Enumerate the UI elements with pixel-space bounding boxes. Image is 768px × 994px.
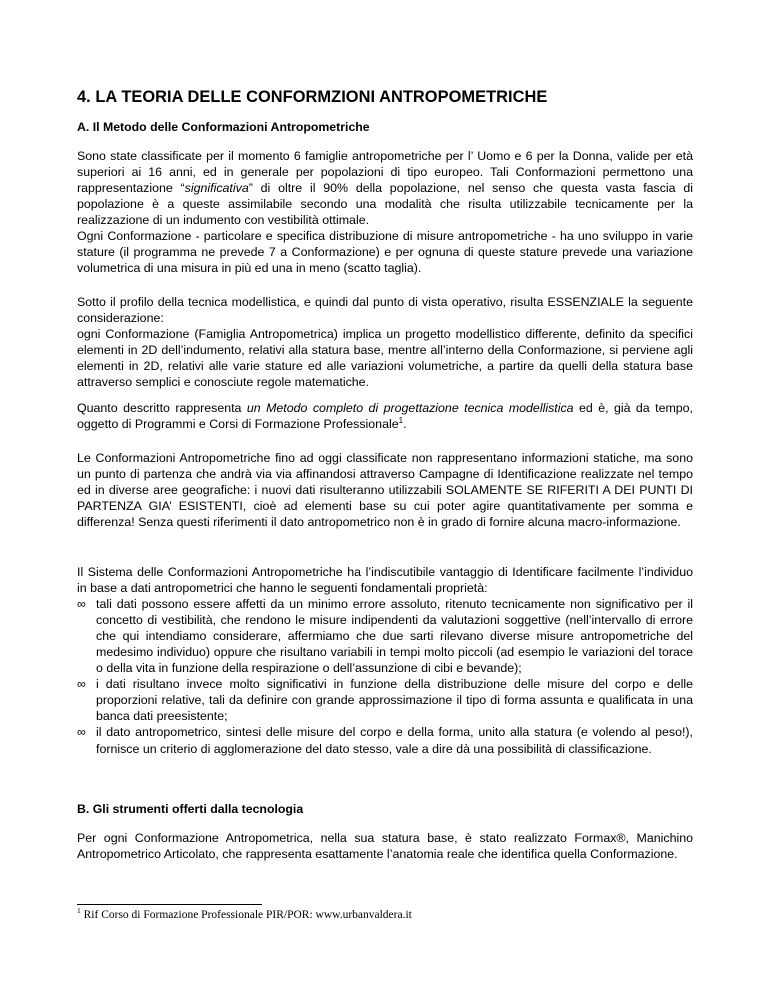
paragraph-3-emphasis: un Metodo completo di progettazione tecnica modellistica (246, 401, 574, 415)
section-a-paragraph-3 (77, 400, 693, 432)
paragraph-3-end: ed è, già da tempo, oggetto di Programmi e Corsi di Formazione Professionale (77, 401, 694, 432)
section-a-paragraph-2 (77, 294, 693, 390)
properties-list (77, 596, 693, 756)
section-b-heading: B. Gli strumenti offerti dalla tecnologia (77, 802, 304, 816)
section-a-heading: A. Il Metodo delle Conformazioni Antropometriche (77, 120, 370, 134)
section-b-paragraph-1 (77, 830, 693, 862)
footnote-mark: 1 (77, 906, 81, 916)
list-item-text: i dati risultano invece molto significativi in funzione della distribuzione delle misure del corpo e delle proporzioni relative, tali da definire con grande approssimazione il tipo di forma assunta e qualificata in una banca dati preesistente; (96, 677, 693, 724)
paragraph-3-start: Quanto descritto rappresenta (77, 401, 247, 415)
page-title: 4. LA TEORIA DELLE CONFORMZIONI ANTROPOMETRICHE (77, 88, 548, 106)
list-item (77, 724, 693, 756)
section-a-paragraph-4 (77, 450, 693, 530)
paragraph-1-text (77, 148, 693, 228)
section-a-paragraph-1 (77, 148, 693, 276)
paragraph-3-text (77, 400, 693, 432)
infinity-bullet-icon: ∞ (77, 677, 86, 692)
paragraph-1-emphasis: significativa (184, 181, 249, 196)
paragraph-4-text: Le Conformazioni Antropometriche fino ad oggi classificate non rappresentano informazioni statiche, ma sono un punto di partenza che andrà via via affinandosi attraverso Campagne di Identificazione realizzate nel tempo ed in diverse aree geografiche: i nuovi dati risulteranno utilizzabili SOLAMENTE SE RIFERITI A DEI PUNTI DI PARTENZA GIA’ ESISTENTI, cioè ad elementi base su cui poter agire quantitativamente per somma e differenza! Senza questi riferimenti il dato antropometrico non è in grado di fornire alcuna macro-informazione. (77, 451, 693, 530)
list-item-text: il dato antropometrico, sintesi delle misure del corpo e della forma, unito alla statura (e volendo al peso!), fornisce un criterio di agglomerazione del dato stesso, vale a dire dà una possibilità di classificazione. (96, 725, 693, 756)
infinity-bullet-icon: ∞ (77, 725, 86, 740)
paragraph-5-text: Il Sistema delle Conformazioni Antropometriche ha l’indiscutibile vantaggio di Identificare facilmente l’individuo in base a dati antropometrici che hanno le seguenti fondamentali proprietà: (77, 565, 693, 596)
list-item (77, 596, 693, 676)
footnote-reference[interactable]: 1 (398, 415, 404, 425)
footnote-text: Rif Corso di Formazione Professionale PIR/POR: www.urbanvaldera.it (80, 909, 412, 921)
list-item-text: tali dati possono essere affetti da un minimo errore assoluto, ritenuto tecnicamente non significativo per il concetto di vestibilità, che rendono le misure indipendenti da valutazioni soggettive (nell’intervallo di errore che qui intendiamo considerare, affermiamo che due sarti rilevano diverse misure antropometriche del medesimo individuo) oppure che risultano variabili in tempi molto piccoli (ad esempio le variazioni del torace o della vita in funzione della respirazione o dell’assunzione di cibi e bevande); (96, 597, 693, 676)
paragraph-1-end: ” di oltre il 90% della popolazione, nel senso che questa vasta fascia di popolazione è a queste assimilabile secondo una modalità che risulta utilizzabile tecnicamente per la realizzazione di un indumento con vestibilità ottimale. (77, 181, 693, 228)
paragraph-2b-text: ogni Conformazione (Famiglia Antropometrica) implica un progetto modellistico differente, definito da specifici elementi in 2D dell’indumento, relativi alla statura base, mentre all’interno della Conformazione, si perviene agli elementi in 2D, relativi alle varie stature ed alle variazioni volumetriche, a partire da quelli della statura base attraverso semplici e conosciute regole matematiche. (77, 327, 693, 390)
infinity-bullet-icon: ∞ (77, 597, 86, 612)
footnote-separator (77, 904, 262, 905)
section-b-paragraph-text: Per ogni Conformazione Antropometrica, nella sua statura base, è stato realizzato Formax®, Manichino Antropometrico Articolato, che rappresenta esattamente l’anatomia reale che identifica quella Conformazione. (77, 831, 693, 862)
list-item (77, 676, 693, 724)
paragraph-1-start: Sono state classificate per il momento 6 famiglie antropometriche per l’ Uomo e 6 per la Donna, valide per età superiori ai 16 anni, ed in generale per popolazioni di tipo europeo. Tali Conformazioni permettono una rappresentazione “ (77, 149, 693, 196)
footnote (77, 906, 412, 921)
paragraph-2a-text: Sotto il profilo della tecnica modellistica, e quindi dal punto di vista operativo, risulta ESSENZIALE la seguente considerazione: (77, 295, 693, 326)
section-a-paragraph-5 (77, 564, 693, 757)
paragraph-3-tail: . (403, 417, 407, 432)
paragraph-1b-text: Ogni Conformazione - particolare e specifica distribuzione di misure antropometriche - ha uno sviluppo in varie stature (il programma ne prevede 7 a Conformazione) e per ognuna di queste stature prevede una variazione volumetrica di una misura in più ed una in meno (scatto taglia). (77, 229, 693, 276)
